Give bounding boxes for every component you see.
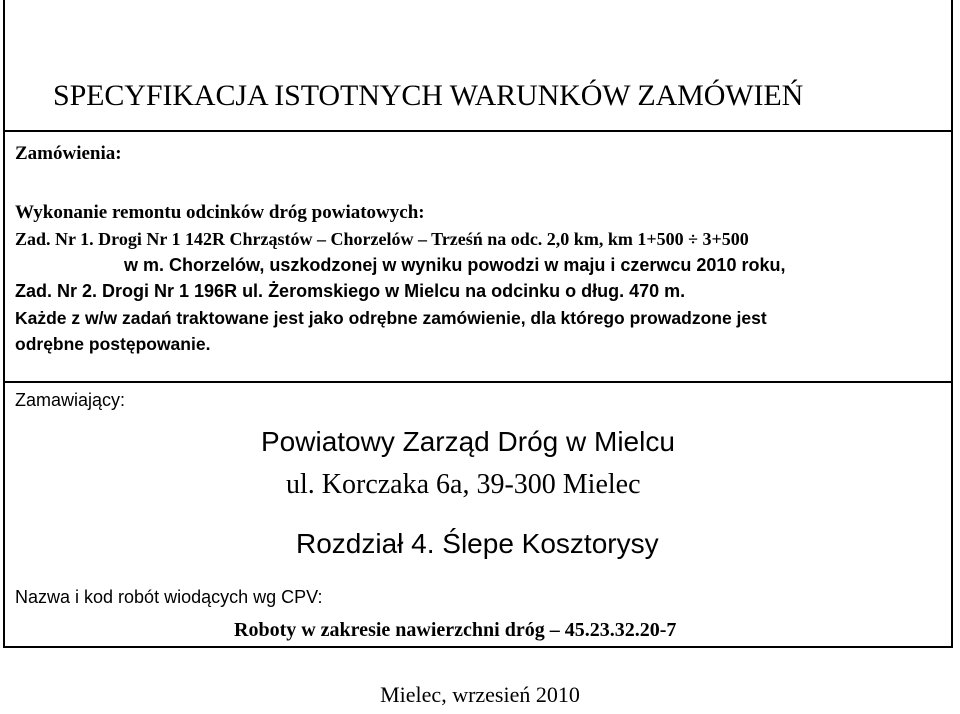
cpv-label: Nazwa i kod robót wiodących wg CPV: <box>15 587 323 607</box>
orders-line-4: Zad. Nr 2. Drogi Nr 1 196R ul. Żeromskiego w Mielcu na odcinku o dług. 470 m. <box>15 281 686 301</box>
document-frame <box>3 0 953 648</box>
footer-place-date <box>0 682 960 708</box>
orders-line-1: Wykonanie remontu odcinków dróg powiatowych: <box>15 202 425 223</box>
orders-line-6: odrębne postępowanie. <box>15 334 211 354</box>
orders-line-2: Zad. Nr 1. Drogi Nr 1 142R Chrząstów – Chorzelów – Trześń na odc. 2,0 km, km 1+500 ÷ 3+500 <box>15 229 749 249</box>
cpv-value: Roboty w zakresie nawierzchni dróg – 45.23.32.20-7 <box>234 619 677 641</box>
chapter-title: Rozdział 4. Ślepe Kosztorysy <box>296 528 659 559</box>
orders-line-3: w m. Chorzelów, uszkodzonej w wyniku powodzi w maju i czerwcu 2010 roku, <box>124 255 786 275</box>
employer-label: Zamawiający: <box>15 390 126 410</box>
employer-address: ul. Korczaka 6a, 39-300 Mielec <box>286 469 641 500</box>
document-title: SPECYFIKACJA ISTOTNYCH WARUNKÓW ZAMÓWIEŃ <box>53 79 804 112</box>
employer-name: Powiatowy Zarząd Dróg w Mielcu <box>261 426 675 457</box>
employer-section <box>5 383 951 648</box>
orders-section <box>5 132 951 383</box>
orders-label: Zamówienia: <box>15 143 122 164</box>
footer-text: Mielec, wrzesień 2010 <box>380 682 580 707</box>
orders-line-5: Każde z w/w zadań traktowane jest jako odrębne zamówienie, dla którego prowadzone jest <box>15 308 767 328</box>
title-section <box>5 0 951 132</box>
